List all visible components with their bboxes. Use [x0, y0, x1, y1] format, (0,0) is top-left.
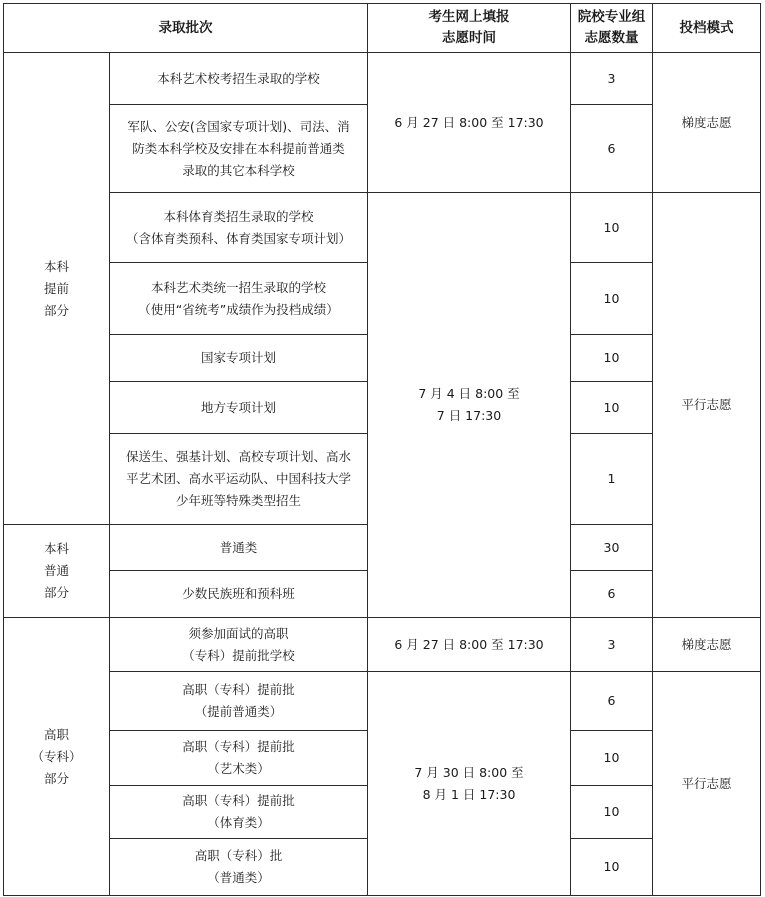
choice-count: 10 [571, 382, 653, 434]
batch-name: 高职（专科）提前批 （体育类） [110, 786, 368, 839]
fill-time: 6 月 27 日 8:00 至 17:30 [368, 53, 571, 193]
header-row [4, 4, 761, 53]
batch-name: 高职（专科）提前批 （艺术类） [110, 731, 368, 786]
batch-name: 高职（专科）提前批 （提前普通类） [110, 672, 368, 731]
group-undergrad-early: 本科 提前 部分 [4, 53, 110, 525]
filing-mode: 梯度志愿 [653, 53, 761, 193]
choice-count: 30 [571, 525, 653, 571]
batch-name: 高职（专科）批 （普通类） [110, 839, 368, 896]
header-count: 院校专业组 志愿数量 [571, 4, 653, 53]
choice-count: 10 [571, 193, 653, 263]
filing-mode: 梯度志愿 [653, 618, 761, 672]
choice-count: 10 [571, 839, 653, 896]
batch-name: 本科艺术校考招生录取的学校 [110, 53, 368, 105]
batch-name: 本科体育类招生录取的学校 （含体育类预科、体育类国家专项计划） [110, 193, 368, 263]
filing-mode: 平行志愿 [653, 672, 761, 896]
header-time: 考生网上填报 志愿时间 [368, 4, 571, 53]
table-row [4, 53, 761, 105]
choice-count: 3 [571, 618, 653, 672]
table-row [4, 193, 761, 263]
choice-count: 10 [571, 263, 653, 335]
fill-time: 7 月 30 日 8:00 至 8 月 1 日 17:30 [368, 672, 571, 896]
choice-count: 10 [571, 786, 653, 839]
header-batch: 录取批次 [4, 4, 368, 53]
choice-count: 3 [571, 53, 653, 105]
batch-name: 普通类 [110, 525, 368, 571]
batch-name: 少数民族班和预科班 [110, 571, 368, 618]
choice-count: 6 [571, 672, 653, 731]
fill-time: 6 月 27 日 8:00 至 17:30 [368, 618, 571, 672]
choice-count: 6 [571, 105, 653, 193]
fill-time: 7 月 4 日 8:00 至 7 日 17:30 [368, 193, 571, 618]
header-mode: 投档模式 [653, 4, 761, 53]
table-row [4, 618, 761, 672]
choice-count: 10 [571, 731, 653, 786]
choice-count: 6 [571, 571, 653, 618]
batch-name: 地方专项计划 [110, 382, 368, 434]
batch-name: 本科艺术类统一招生录取的学校 （使用“省统考”成绩作为投档成绩） [110, 263, 368, 335]
choice-count: 10 [571, 335, 653, 382]
group-undergrad-regular: 本科 普通 部分 [4, 525, 110, 618]
choice-count: 1 [571, 434, 653, 525]
batch-name: 军队、公安(含国家专项计划)、司法、消 防类本科学校及安排在本科提前普通类 录取的其它本科学校 [110, 105, 368, 193]
table-row [4, 672, 761, 731]
batch-name: 国家专项计划 [110, 335, 368, 382]
batch-name: 保送生、强基计划、高校专项计划、高水 平艺术团、高水平运动队、中国科技大学 少年班等特殊类型招生 [110, 434, 368, 525]
filing-mode: 平行志愿 [653, 193, 761, 618]
admission-schedule-table [3, 3, 761, 896]
group-vocational: 高职 （专科） 部分 [4, 618, 110, 896]
batch-name: 须参加面试的高职 （专科）提前批学校 [110, 618, 368, 672]
